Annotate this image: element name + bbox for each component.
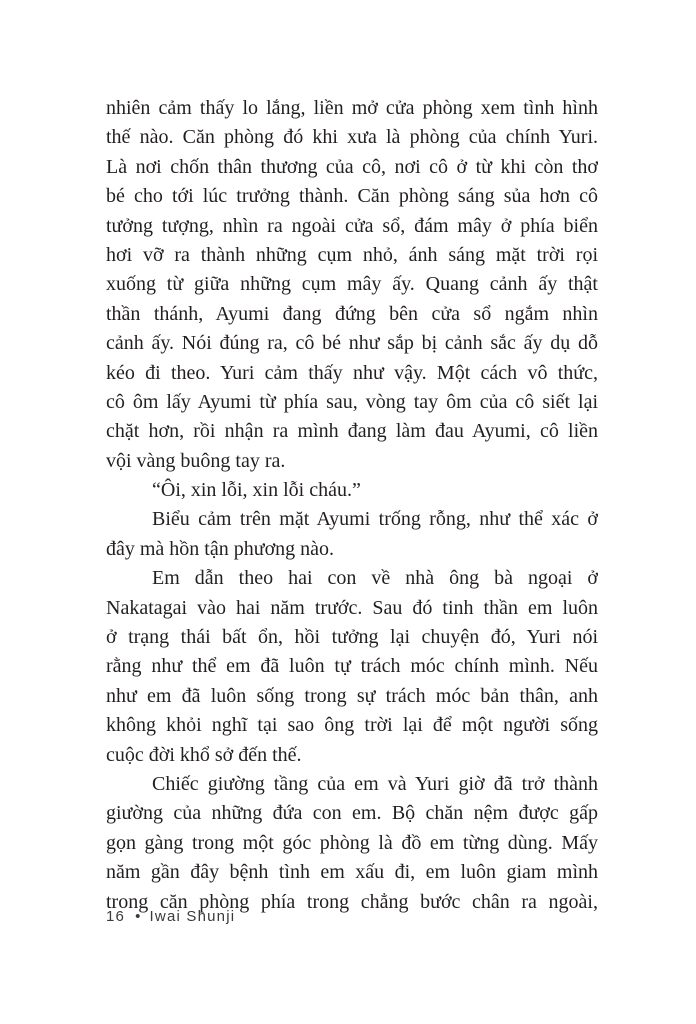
- text-line: chặt hơn, rồi nhận ra mình đang làm đau Ayumi, cô liền: [106, 420, 598, 443]
- text-line: nhiên cảm thấy lo lắng, liền mở cửa phòng xem tình hình: [106, 97, 598, 119]
- bullet-separator: •: [135, 908, 142, 925]
- author-name: Iwai Shunji: [149, 908, 236, 925]
- text-line: gọn gàng trong một góc phòng là đồ em từng dùng. Mấy: [106, 831, 598, 854]
- text-line: tưởng tượng, nhìn ra ngoài cửa sổ, đám mây ở phía biển: [106, 214, 598, 237]
- text-line: bé cho tới lúc trưởng thành. Căn phòng sáng sủa hơn cô: [106, 185, 598, 208]
- text-line: cuộc đời khổ sở đến thế.: [106, 743, 302, 766]
- text-line: không khỏi nghĩ tại sao ông trời lại để một người sống: [106, 714, 598, 737]
- text-line: cảnh ấy. Nói đúng ra, cô bé như sắp bị cảnh sắc ấy dụ dỗ: [106, 332, 598, 355]
- text-line: hơi vỡ ra thành những cụm nhỏ, ánh sáng mặt trời rọi: [106, 243, 598, 266]
- page-number: 16: [106, 908, 126, 925]
- text-line: giường của những đứa con em. Bộ chăn nệm được gấp: [106, 802, 598, 825]
- text-line: xuống từ giữa những cụm mây ấy. Quang cảnh ấy thật: [106, 273, 598, 296]
- text-line: như em đã luôn sống trong sự trách móc bản thân, anh: [106, 684, 598, 707]
- body-text: [106, 94, 598, 917]
- text-line: trong căn phòng phía trong chẳng bước chân ra ngoài,: [106, 890, 598, 913]
- text-line: thế nào. Căn phòng đó khi xưa là phòng của chính Yuri.: [106, 126, 598, 149]
- paragraph-start-line: Em dẫn theo hai con về nhà ông bà ngoại ở: [152, 567, 598, 590]
- text-line: Nakatagai vào hai năm trước. Sau đó tinh thần em luôn: [106, 596, 598, 619]
- dialogue-line: “Ôi, xin lỗi, xin lỗi cháu.”: [152, 479, 361, 502]
- text-line: đây mà hồn tận phương nào.: [106, 537, 335, 560]
- text-line: năm gần đây bệnh tình em xấu đi, em luôn giam mình: [106, 861, 598, 884]
- text-line: cô ôm lấy Ayumi từ phía sau, vòng tay ôm của cô siết lại: [106, 390, 598, 413]
- text-line: ở trạng thái bất ổn, hồi tưởng lại chuyện đó, Yuri nói: [106, 626, 598, 649]
- text-line: vội vàng buông tay ra.: [106, 449, 286, 472]
- text-line: thần thánh, Ayumi đang đứng bên cửa sổ ngắm nhìn: [106, 302, 598, 325]
- page-footer: [106, 908, 235, 925]
- paragraph-start-line: Biểu cảm trên mặt Ayumi trống rỗng, như thể xác ở: [152, 508, 598, 531]
- text-line: rằng như thể em đã luôn tự trách móc chính mình. Nếu: [106, 655, 598, 678]
- text-line: kéo đi theo. Yuri cảm thấy như vậy. Một cách vô thức,: [106, 361, 598, 384]
- paragraph-start-line: Chiếc giường tầng của em và Yuri giờ đã trở thành: [152, 772, 598, 795]
- text-line: Là nơi chốn thân thương của cô, nơi cô ở từ khi còn thơ: [106, 155, 598, 178]
